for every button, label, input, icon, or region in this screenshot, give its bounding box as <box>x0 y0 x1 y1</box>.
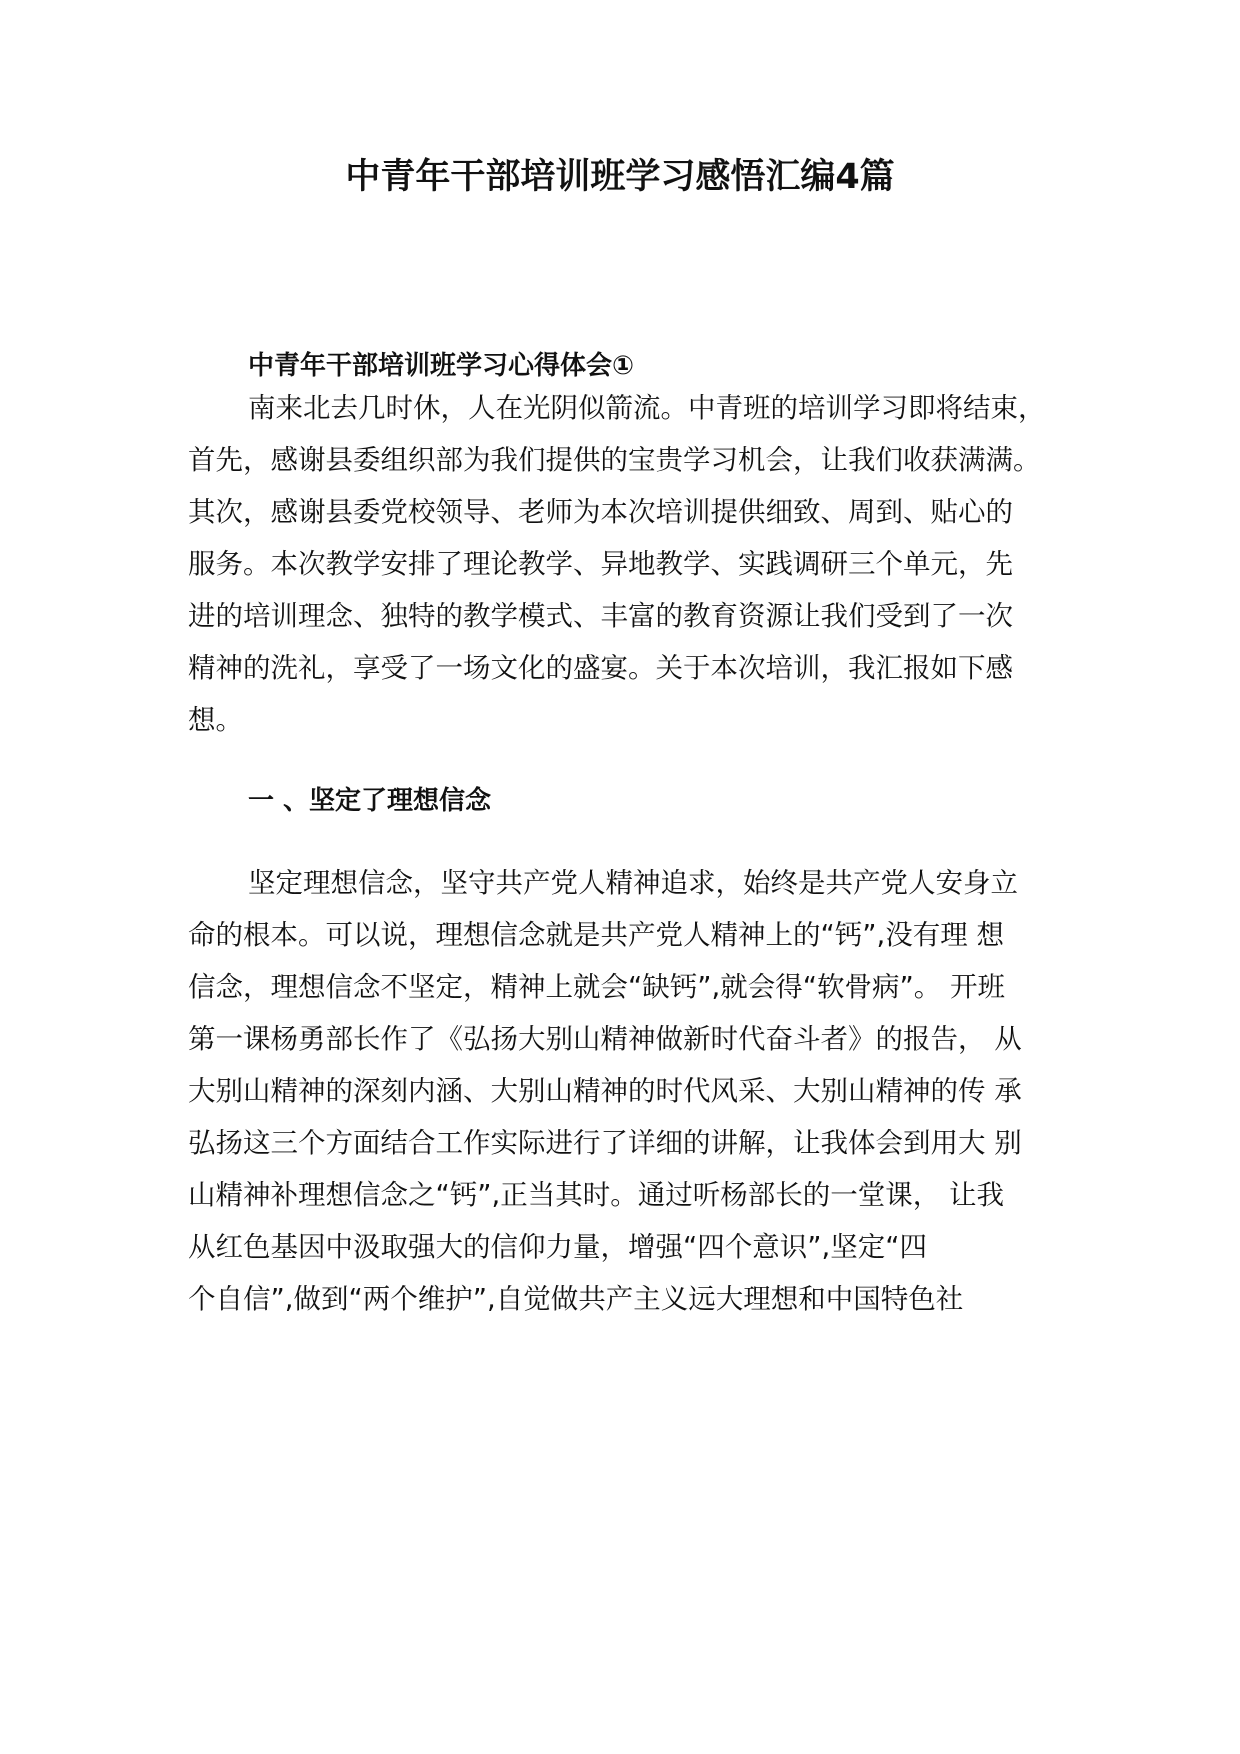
paragraph-line: 命的根本。可以说，理想信念就是共产党人精神上的“钙”,没有理 想 <box>188 919 1004 951</box>
paragraph-line: 第一课杨勇部长作了《弘扬大别山精神做新时代奋斗者》的报告， 从 <box>188 1023 1022 1055</box>
section-title: 中青年干部培训班学习心得体会① <box>248 351 635 381</box>
heading-ideals: 一 、坚定了理想信念 <box>248 786 492 816</box>
paragraph-line: 从红色基因中汲取强大的信仰力量，增强“四个意识”,坚定“四 <box>188 1231 927 1263</box>
paragraph-line: 信念，理想信念不坚定，精神上就会“缺钙”,就会得“软骨病”。 开班 <box>188 971 1005 1003</box>
paragraph-line: 个自信”,做到“两个维护”,自觉做共产主义远大理想和中国特色社 <box>188 1283 964 1315</box>
paragraph-line: 弘扬这三个方面结合工作实际进行了详细的讲解，让我体会到用大 别 <box>188 1127 1022 1159</box>
paragraph-line: 首先，感谢县委组织部为我们提供的宝贵学习机会，让我们收获满满。 <box>188 444 1041 476</box>
paragraph-line: 坚定理想信念，坚守共产党人精神追求，始终是共产党人安身立 <box>248 867 1018 899</box>
paragraph-line: 大别山精神的深刻内涵、大别山精神的时代风采、大别山精神的传 承 <box>188 1075 1022 1107</box>
paragraph-line: 进的培训理念、独特的教学模式、丰富的教育资源让我们受到了一次 <box>188 600 1013 632</box>
paragraph-line: 精神的洗礼，享受了一场文化的盛宴。关于本次培训，我汇报如下感 <box>188 652 1013 684</box>
paragraph-line: 其次，感谢县委党校领导、老师为本次培训提供细致、周到、贴心的 <box>188 496 1013 528</box>
document-title: 中青年干部培训班学习感悟汇编4篇 <box>345 157 895 197</box>
paragraph-line: 想。 <box>188 704 243 736</box>
paragraph-line: 南来北去几时休，人在光阴似箭流。中青班的培训学习即将结束， <box>248 392 1046 424</box>
paragraph-line: 山精神补理想信念之“钙”,正当其时。通过听杨部长的一堂课， 让我 <box>188 1179 1004 1211</box>
paragraph-line: 服务。本次教学安排了理论教学、异地教学、实践调研三个单元，先 <box>188 548 1013 580</box>
